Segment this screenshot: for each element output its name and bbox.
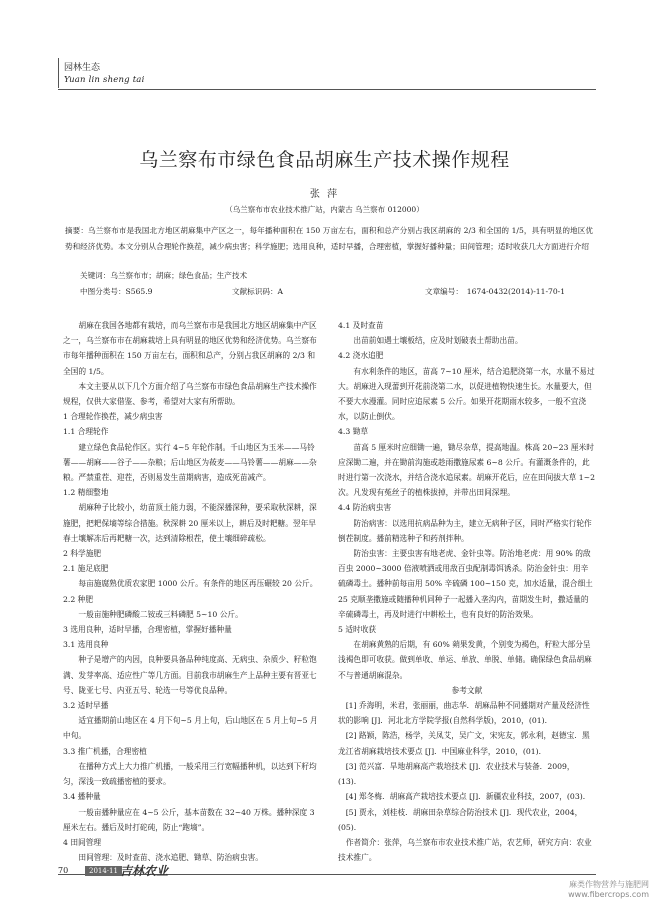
left-paragraph: 在播种方式上大力推广机播，一般采用三行宽幅播种机，以达到下籽均匀，深浅一致疏播密植的要求。 bbox=[63, 761, 317, 787]
right-paragraph: 参考文献 bbox=[451, 685, 483, 695]
keywords: 关键词：乌兰察布市；胡麻；绿色食品；生产技术 bbox=[80, 271, 248, 280]
left-paragraph: 3 选用良种，适时早播，合理密植，掌握好播种量 bbox=[63, 625, 232, 635]
left-paragraph: 本文主要从以下几个方面介绍了乌兰察布市绿色食品胡麻生产技术操作规程，仅供大家借鉴、参考，希望对大家有所帮助。 bbox=[63, 381, 317, 407]
right-paragraph: 在胡麻黄熟的后期，有 60% 蒴果发黄，个别变为褐色，籽粒大部分呈浅褐色即可收获。做到单收、单运、单放、单脱、单储。确保绿色食品胡麻不与普通胡麻混杂。 bbox=[338, 640, 592, 680]
right-paragraph: 防治虫害：主要虫害有地老虎、金针虫等。防治地老虎：用 90% 的敌百虫 2000~3000 倍液喷洒或用敌百虫配制毒饵诱杀。防治金针虫：用辛硫磷毒土。播种前每亩用 50% 辛硫磷 100~150 克，加水适量，混合细土 25 克顺垄撒施或随播种机同种子一起播入垄沟内，苗期发生时，撒适量的辛硫磷毒土，再及时进行中耕松土，也有良好的防治效果。 bbox=[338, 549, 593, 619]
left-paragraph: 2 科学施肥 bbox=[63, 549, 102, 559]
right-paragraph: 有水利条件的地区，苗高 7~10 厘米，结合追肥浇第一水，水量不易过大。胡麻进入现蕾到开花前浇第二水，以促进植物快速生长。水量要大，但不要大水漫灌。同时应追尿素 5 公斤。如果开花期雨水较多，一般不宜浇水，以防止倒伏。 bbox=[338, 366, 595, 422]
left-paragraph: 胡麻种子比较小，幼苗顶土能力弱，不能深播深种，要采取秋深耕，深施肥，把耙保墒等综合措施。秋深耕 20 厘米以上，耕后及时耙糖。翌年早春土壤解冻后再耙糖一次，达到清除根茬，使土壤细碎疏松。 bbox=[63, 503, 317, 543]
right-paragraph: 出苗前如遇土壤板结，应及时划破表土帮助出苗。 bbox=[353, 336, 523, 346]
left-paragraph: 种子是增产的内因，良种要具备品种纯度高、无病虫、杂质少、籽粒饱满、发芽率高、适应性广等几方面。目前我市胡麻生产上品种主要有晋亚七号、陇亚七号、内亚五号、轮选一号等优良品种。 bbox=[63, 655, 317, 695]
right-paragraph: 4.4 防治病虫害 bbox=[338, 503, 392, 513]
left-paragraph: 3.4 播种量 bbox=[63, 792, 101, 802]
left-paragraph: 每亩施腐熟优质农家肥 1000 公斤。有条件的地区再压碾较 20 公斤。 bbox=[78, 579, 318, 589]
watermark: 麻类作物营养与施肥网 www.fibercrops.com bbox=[568, 880, 649, 899]
classification-number: 中图分类号：S565.9 bbox=[80, 287, 153, 296]
left-paragraph: 1.1 合理轮作 bbox=[63, 427, 109, 437]
left-paragraph: 胡麻在我国各地都有栽培，而乌兰察布市是我国北方地区胡麻集中产区之一，乌兰察布市在胡麻栽培上具有明显的地区优势和经济优势。乌兰察布市每年播种面积在 150 万亩左右，面积和总产，分别占我区胡麻的 2/3 和全国的 1/5。 bbox=[63, 321, 317, 376]
section-label: 园林生态 bbox=[64, 63, 101, 73]
document-code: 文献标识码：A bbox=[232, 287, 284, 296]
author: 张 萍 bbox=[309, 189, 340, 200]
header-rule bbox=[58, 89, 596, 90]
right-paragraph: 苗高 5 厘米时应细锄一遍，锄尽杂草，提高地温。株高 20~23 厘米时应深锄二遍，并在锄前沟施或趁雨撒施尿素 6~8 公斤。有灌溉条件的，此时进行第一次浇水，并结合浇水追尿素。胡麻开花后，应在田间拔大草 1~2 次。凡发现有菟丝子的植株拔掉，并带出田间深埋。 bbox=[338, 442, 595, 498]
left-paragraph: 建立绿色食品轮作区。实行 4~5 年轮作制。千山地区为玉米——马铃薯——胡麻——谷子——杂粮；后山地区为莜麦——马铃薯——胡麻——杂粮。严禁重茬、迎茬，否则易发生苗期病害，造成死苗减产。 bbox=[63, 442, 317, 483]
left-paragraph: 一般亩施种肥磷酸二铵或三料磷肥 5~10 公斤。 bbox=[78, 609, 243, 619]
left-paragraph: 3.1 选用良种 bbox=[63, 640, 109, 650]
right-paragraph: [5] 贾永，刘桂枝．胡麻田杂草综合防治技术 [J]．现代农业，2004，(05)． bbox=[338, 807, 583, 832]
right-paragraph: 4.2 浇水追肥 bbox=[338, 351, 384, 361]
abstract: 摘要：乌兰察布市是我国北方地区胡麻集中产区之一，每年播种面积在 150 万亩左右，面积和总产分别占我区胡麻的 2/3 和全国的 1/5，具有明显的地区优势和经济优势。本文分别从合理轮作换茬，减少病虫害；科学施肥；选用良种，适时早播，合理密植，掌握好播种量；田间管理；适时收获几大方面进行介绍 bbox=[65, 226, 593, 251]
left-paragraph: 1 合理轮作换茬，减少病虫害 bbox=[63, 412, 163, 422]
right-paragraph: 5 适时收获 bbox=[338, 625, 377, 635]
right-paragraph: [4] 郑冬梅．胡麻高产栽培技术要点 [J]．新疆农业科技，2007，(03)． bbox=[345, 792, 591, 802]
journal-logo: 吉林农业 bbox=[120, 864, 169, 878]
article-number: 文章编号： 1674-0432(2014)-11-70-1 bbox=[425, 287, 566, 296]
left-paragraph: 适宜播期前山地区在 4 月下旬~5 月上旬，后山地区在 5 月上旬~5 月中旬。 bbox=[63, 716, 318, 741]
left-paragraph: 4 田间管理 bbox=[63, 837, 102, 847]
issue-badge: 2014·11 bbox=[85, 866, 122, 876]
left-paragraph: 3.2 适时早播 bbox=[63, 701, 109, 711]
section-pinyin: Yuan lin sheng tai bbox=[64, 75, 145, 85]
right-paragraph: [1] 乔海明，米君，张丽丽，曲志华．胡麻品种不同播期对产量及经济性状的影响 [J]．河北北方学院学报(自然科学版)，2010，(01)． bbox=[338, 701, 590, 726]
right-paragraph: 4.3 锄草 bbox=[338, 427, 369, 437]
left-paragraph: 田间管理：及时查苗、浇水追肥、锄草、防治病虫害。 bbox=[78, 853, 263, 863]
right-paragraph: 4.1 及时查苗 bbox=[338, 321, 384, 330]
page-number: 70 bbox=[58, 866, 69, 875]
left-paragraph: 3.3 推广机播，合理密植 bbox=[63, 746, 147, 756]
left-paragraph: 一般亩播种量应在 4~5 公斤，基本苗数在 32~40 万株。播种深度 3 厘米左右。播后及时打砣砘，防止“跑墒”。 bbox=[63, 807, 315, 832]
right-paragraph: 防治病害：以选用抗病品种为主，建立无病种子区，同时严格实行轮作倒茬制度。播前精选种子和药剂拌种。 bbox=[338, 518, 592, 543]
left-column bbox=[63, 318, 319, 865]
right-column bbox=[338, 318, 596, 865]
right-paragraph: [2] 路颖，陈浩，杨学，关凤艾，吴广文，宋宪友，郭永利，赵德宝．黑龙江省胡麻栽培技术要点 [J]．中国麻业科学，2010，(01)． bbox=[338, 731, 590, 756]
right-paragraph: [3] 范兴富．旱地胡麻高产栽培技术 [J]．农业技术与装备．2009，(13)． bbox=[338, 761, 575, 787]
affiliation: （乌兰察布市农业技术推广站，内蒙古 乌兰察布 012000） bbox=[225, 205, 424, 214]
left-paragraph: 1.2 精细整地 bbox=[63, 488, 109, 498]
right-paragraph: 作者简介：张萍，乌兰察布市农业技术推广站，农艺师，研究方向：农业技术推广。 bbox=[338, 837, 592, 863]
article-title: 乌兰察布市绿色食品胡麻生产技术操作规程 bbox=[139, 149, 510, 171]
left-paragraph: 2.2 种肥 bbox=[63, 594, 94, 604]
left-paragraph: 2.1 施足底肥 bbox=[63, 564, 109, 574]
